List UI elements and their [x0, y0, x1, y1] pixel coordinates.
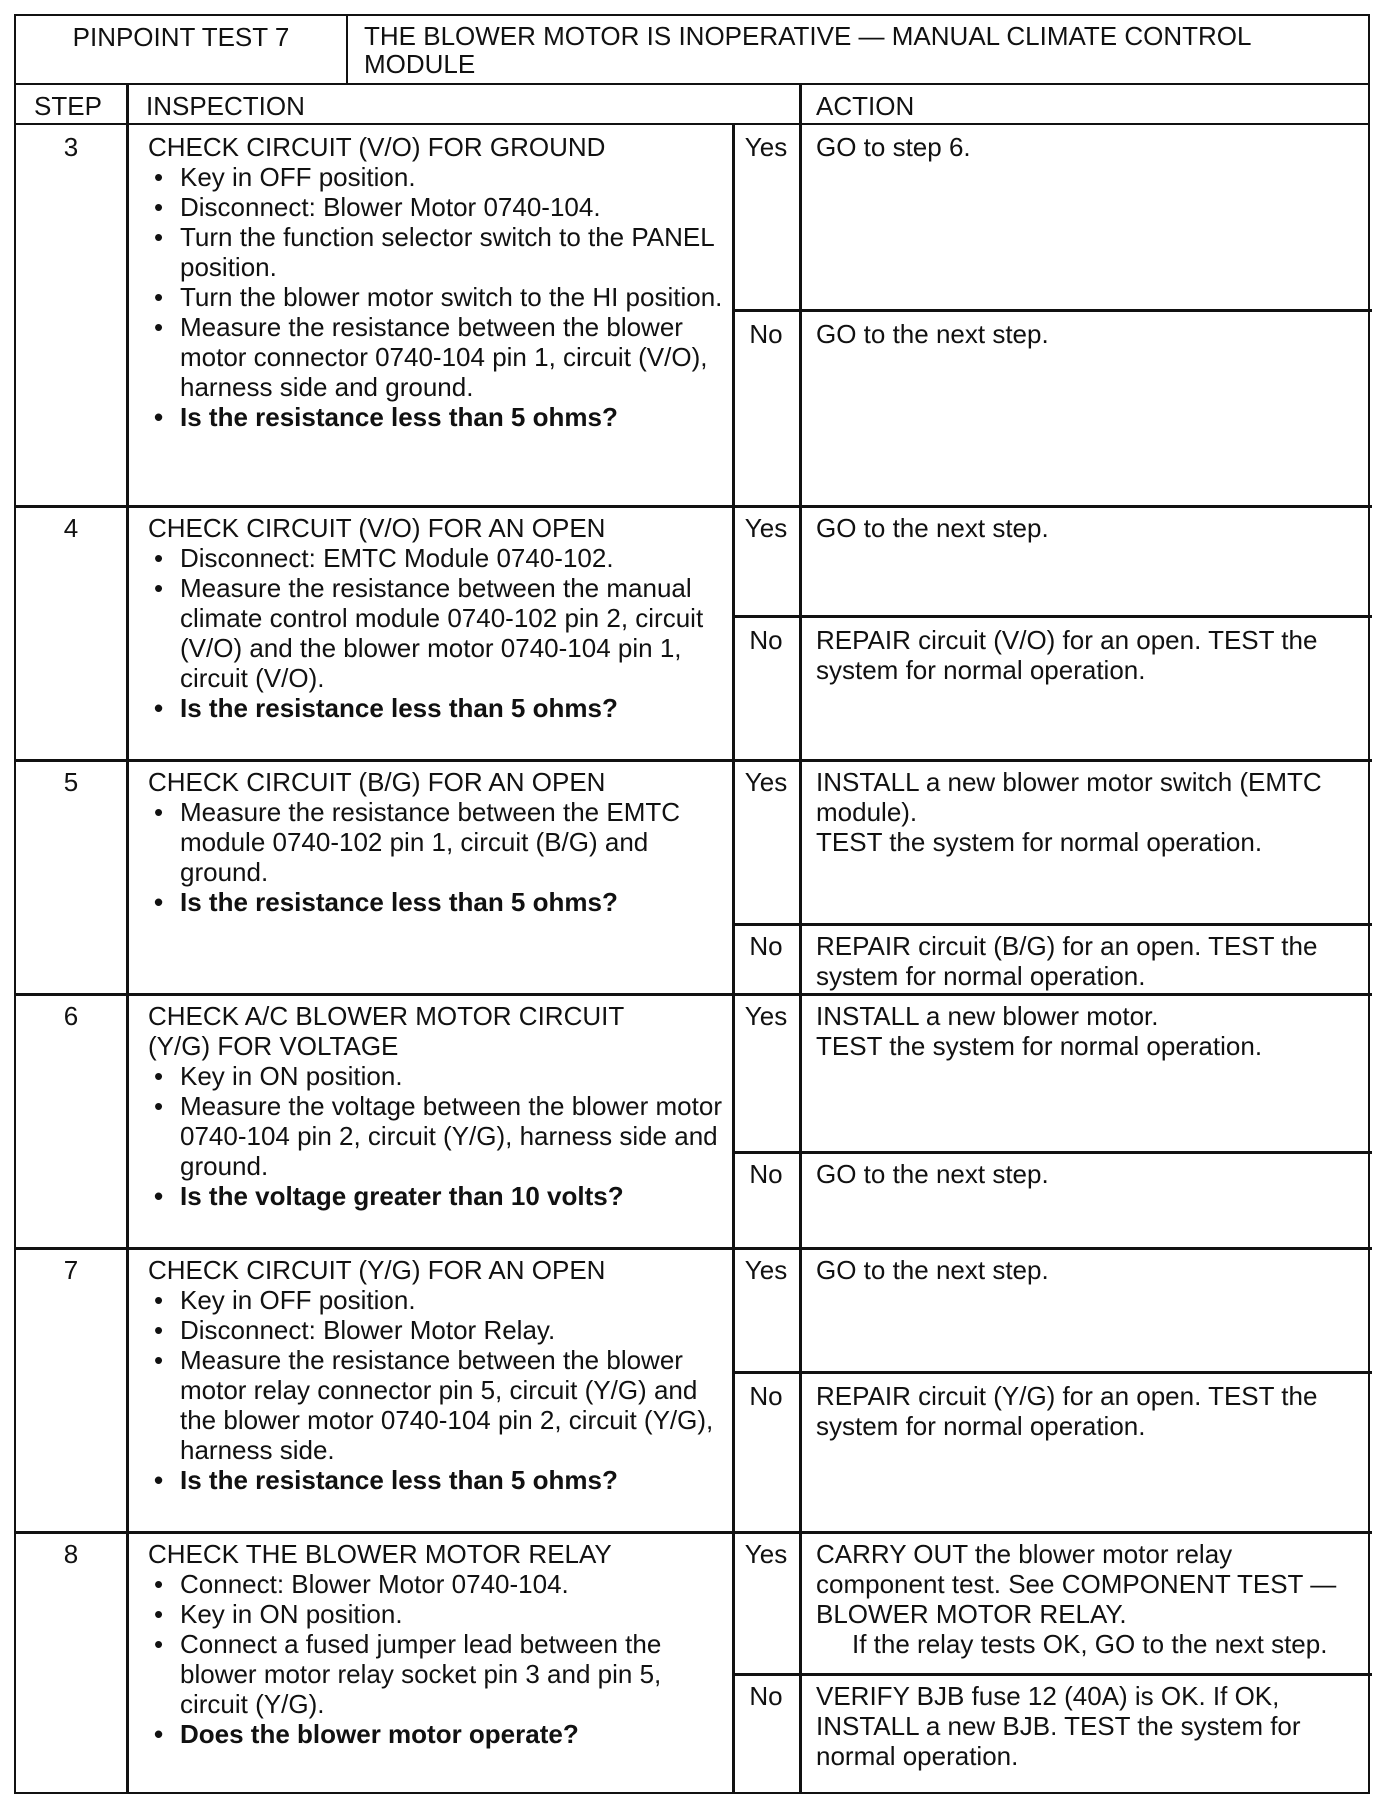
- yes-no-divider: [732, 1247, 735, 1531]
- step-question: • Is the resistance less than 5 ohms?: [148, 1465, 728, 1495]
- yes-action: [816, 767, 1356, 857]
- step-number: 3: [63, 132, 79, 162]
- no-label: No: [749, 319, 783, 349]
- yes-label: Yes: [744, 1255, 788, 1285]
- action-text: TEST the system for normal operation.: [816, 827, 1263, 857]
- step-question: • Is the resistance less than 5 ohms?: [148, 402, 728, 432]
- inspection-cell: [148, 767, 728, 917]
- inspection-cell: [148, 1539, 728, 1749]
- no-label: No: [749, 1681, 783, 1711]
- action-text: REPAIR circuit (B/G) for an open. TEST the system for normal operation.: [816, 931, 1318, 991]
- table-header: [16, 16, 1368, 85]
- list-item: • Connect a fused jumper lead between the blower motor relay socket pin 3 and pin 5, circuit (Y/G).: [148, 1629, 728, 1719]
- list-item: • Disconnect: Blower Motor 0740-104.: [148, 192, 728, 222]
- yes-no-divider: [732, 993, 735, 1247]
- no-label: No: [749, 625, 783, 655]
- no-action: [816, 1159, 1356, 1189]
- action-text: CARRY OUT the blower motor relay component test. See COMPONENT TEST — BLOWER MOTOR RELAY.: [816, 1539, 1337, 1629]
- step-heading: CHECK CIRCUIT (V/O) FOR GROUND: [148, 132, 606, 162]
- list-item: • Measure the resistance between the EMTC module 0740-102 pin 1, circuit (B/G) and ground.: [148, 797, 728, 887]
- step-question: • Is the resistance less than 5 ohms?: [148, 693, 728, 723]
- pinpoint-test-table: [14, 14, 1370, 1794]
- step-number: 7: [63, 1255, 79, 1285]
- list-item: • Connect: Blower Motor 0740-104.: [148, 1569, 728, 1599]
- action-text: GO to the next step.: [816, 319, 1049, 349]
- step-heading: CHECK CIRCUIT (Y/G) FOR AN OPEN: [148, 1255, 606, 1285]
- step-items: [148, 543, 728, 723]
- yes-no-separator: [732, 615, 1372, 618]
- yes-no-separator: [732, 1151, 1372, 1154]
- yes-no-divider: [732, 759, 735, 993]
- step-heading: CHECK CIRCUIT (B/G) FOR AN OPEN: [148, 767, 606, 797]
- step-heading: CHECK THE BLOWER MOTOR RELAY: [148, 1539, 612, 1569]
- action-text: REPAIR circuit (Y/G) for an open. TEST the system for normal operation.: [816, 1381, 1318, 1441]
- column-divider-action: [799, 85, 802, 1794]
- step-items: [148, 162, 728, 432]
- action-text: VERIFY BJB fuse 12 (40A) is OK. If OK, INSTALL a new BJB. TEST the system for normal operation.: [816, 1681, 1301, 1771]
- no-label: No: [749, 1381, 783, 1411]
- list-item: • Key in ON position.: [148, 1061, 728, 1091]
- inspection-cell: [148, 1255, 728, 1495]
- action-text: INSTALL a new blower motor.: [816, 1001, 1159, 1031]
- action-text: GO to the next step.: [816, 1255, 1049, 1285]
- list-item: • Key in ON position.: [148, 1599, 728, 1629]
- yes-label: Yes: [744, 513, 788, 543]
- row-separator: [16, 993, 1372, 996]
- test-id: PINPOINT TEST 7: [16, 16, 348, 83]
- yes-action: [816, 1001, 1356, 1061]
- yes-action: [816, 132, 1356, 162]
- yes-no-divider: [732, 1531, 735, 1794]
- step-number: 6: [63, 1001, 79, 1031]
- yes-label: Yes: [744, 767, 788, 797]
- action-text: GO to the next step.: [816, 1159, 1049, 1189]
- no-label: No: [749, 931, 783, 961]
- yes-label: Yes: [744, 1001, 788, 1031]
- column-header-action: ACTION: [816, 91, 915, 121]
- step-question: • Is the voltage greater than 10 volts?: [148, 1181, 728, 1211]
- no-label: No: [749, 1159, 783, 1189]
- yes-label: Yes: [744, 132, 788, 162]
- action-text: INSTALL a new blower motor switch (EMTC module).: [816, 767, 1322, 827]
- no-action: [816, 1381, 1356, 1441]
- action-text: TEST the system for normal operation.: [816, 1031, 1263, 1061]
- yes-no-divider: [732, 125, 735, 505]
- yes-no-separator: [732, 1673, 1372, 1676]
- list-item: • Key in OFF position.: [148, 162, 728, 192]
- no-action: [816, 319, 1356, 349]
- column-headers: [16, 85, 1368, 125]
- column-header-step: STEP: [34, 91, 102, 121]
- column-header-inspection: INSPECTION: [146, 91, 305, 121]
- yes-no-separator: [732, 1371, 1372, 1374]
- no-action: [816, 931, 1356, 991]
- step-question: • Does the blower motor operate?: [148, 1719, 728, 1749]
- yes-action: [816, 1539, 1356, 1659]
- step-items: [148, 1285, 728, 1495]
- yes-action: [816, 513, 1356, 543]
- list-item: • Measure the resistance between the blower motor relay connector pin 5, circuit (Y/G) and the blower motor 0740-104 pin 2, circuit (Y/G), harness side.: [148, 1345, 728, 1465]
- no-action: [816, 625, 1356, 685]
- step-question: • Is the resistance less than 5 ohms?: [148, 887, 728, 917]
- list-item: • Turn the blower motor switch to the HI position.: [148, 282, 728, 312]
- yes-no-divider: [732, 505, 735, 759]
- list-item: • Disconnect: Blower Motor Relay.: [148, 1315, 728, 1345]
- step-heading: CHECK A/C BLOWER MOTOR CIRCUIT (Y/G) FOR VOLTAGE: [148, 1001, 624, 1061]
- inspection-cell: [148, 513, 728, 723]
- step-items: [148, 1569, 728, 1749]
- list-item: • Disconnect: EMTC Module 0740-102.: [148, 543, 728, 573]
- list-item: • Key in OFF position.: [148, 1285, 728, 1315]
- row-separator: [16, 505, 1372, 508]
- yes-no-separator: [732, 923, 1372, 926]
- inspection-cell: [148, 1001, 728, 1211]
- no-action: [816, 1681, 1356, 1771]
- test-title: THE BLOWER MOTOR IS INOPERATIVE — MANUAL CLIMATE CONTROL MODULE: [364, 21, 1251, 79]
- step-items: [148, 1061, 728, 1211]
- step-heading: CHECK CIRCUIT (V/O) FOR AN OPEN: [148, 513, 606, 543]
- step-number: 4: [63, 513, 79, 543]
- action-text: REPAIR circuit (V/O) for an open. TEST the system for normal operation.: [816, 625, 1318, 685]
- action-text: If the relay tests OK, GO to the next step.: [852, 1629, 1328, 1659]
- list-item: • Turn the function selector switch to the PANEL position.: [148, 222, 728, 282]
- column-divider-step: [126, 85, 129, 1794]
- action-text: GO to the next step.: [816, 513, 1049, 543]
- yes-action: [816, 1255, 1356, 1285]
- row-separator: [16, 1247, 1372, 1250]
- yes-no-separator: [732, 309, 1372, 312]
- list-item: • Measure the voltage between the blower motor 0740-104 pin 2, circuit (Y/G), harness side and ground.: [148, 1091, 728, 1181]
- step-number: 8: [63, 1539, 79, 1569]
- yes-label: Yes: [744, 1539, 788, 1569]
- list-item: • Measure the resistance between the manual climate control module 0740-102 pin 2, circuit (V/O) and the blower motor 0740-104 pin 1, circuit (V/O).: [148, 573, 728, 693]
- step-number: 5: [63, 767, 79, 797]
- row-separator: [16, 759, 1372, 762]
- list-item: • Measure the resistance between the blower motor connector 0740-104 pin 1, circuit (V/O), harness side and ground.: [148, 312, 728, 402]
- inspection-cell: [148, 132, 728, 432]
- step-items: [148, 797, 728, 917]
- row-separator: [16, 1531, 1372, 1534]
- action-text: GO to step 6.: [816, 132, 971, 162]
